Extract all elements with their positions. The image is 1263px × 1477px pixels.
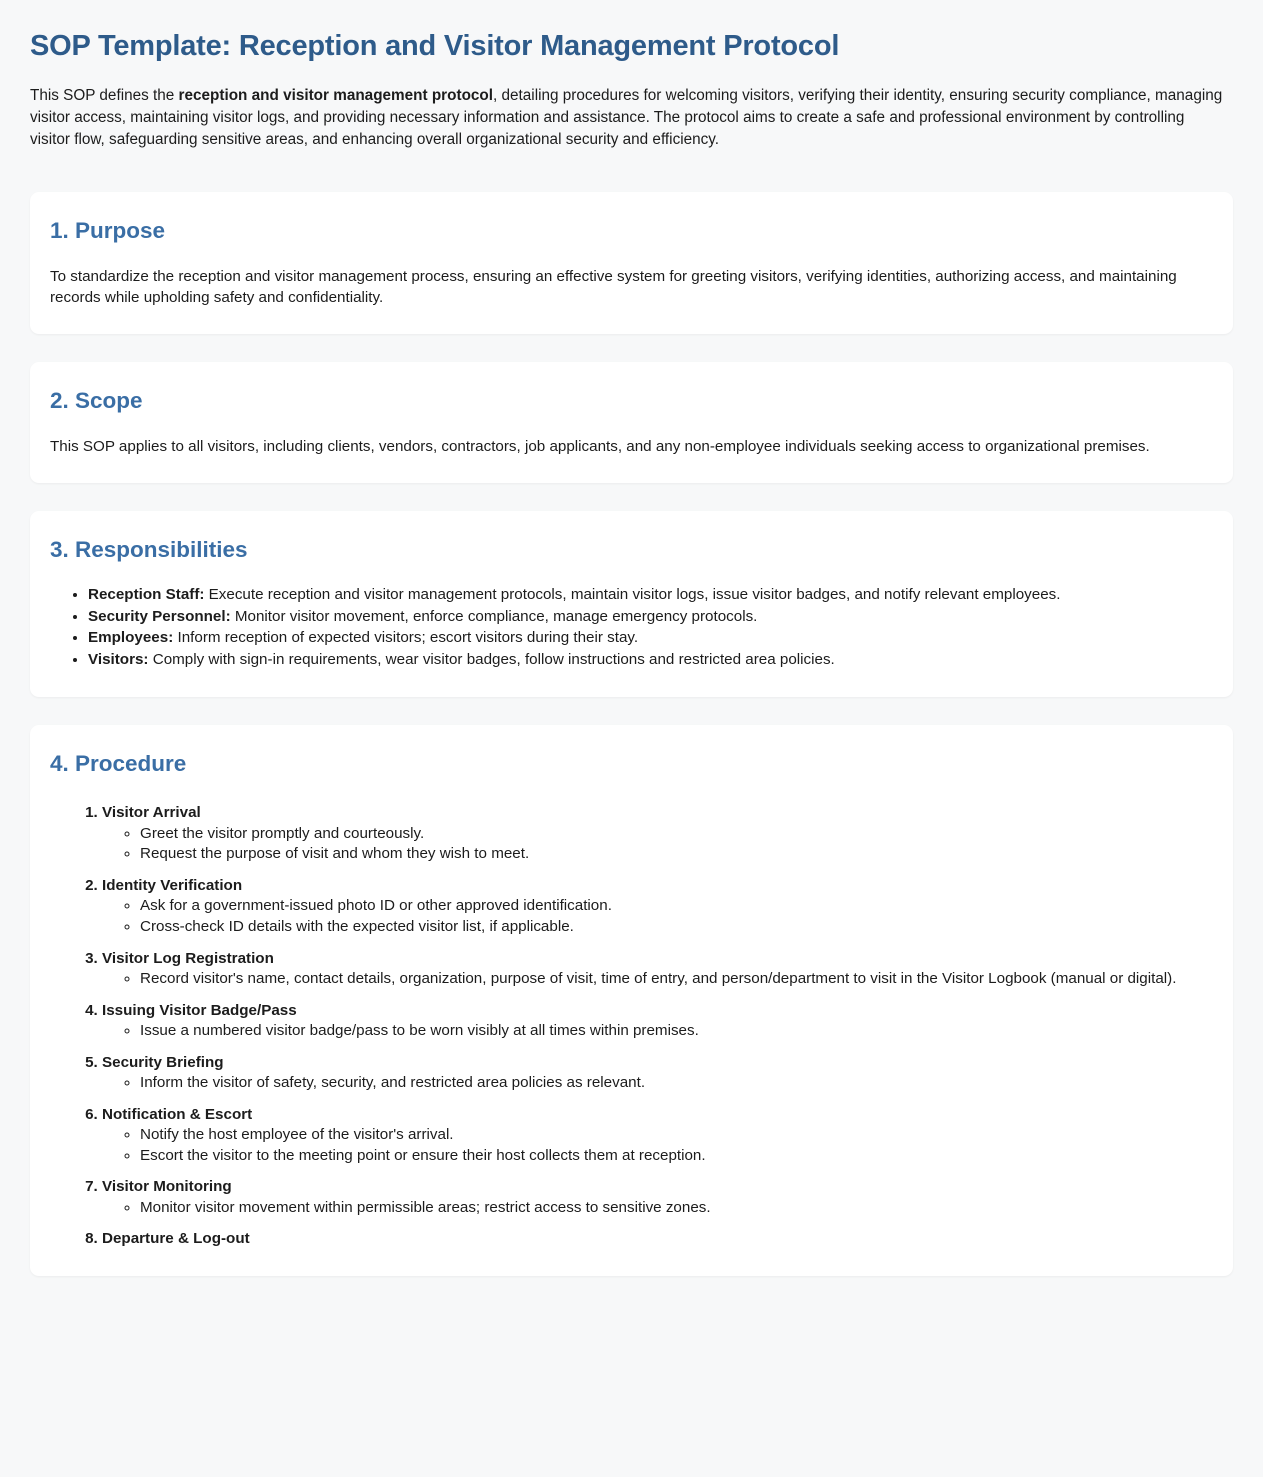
procedure-list xyxy=(50,803,1213,1249)
section-procedure-heading: 4. Procedure xyxy=(50,751,187,777)
list-item: ◦ Escort the visitor to the meeting point or ensure their host collects them at reception. xyxy=(140,1146,1213,1167)
list-item: ◦ Record visitor's name, contact details, organization, purpose of visit, time of entry, and person/department to visit in the Visitor Logbook (manual or digital). xyxy=(140,969,1213,990)
procedure-sub-list xyxy=(102,824,1213,865)
intro-text-emphasis: reception and visitor management protocol xyxy=(178,87,494,104)
list-item xyxy=(88,628,1213,649)
responsibility-text: Execute reception and visitor management protocols, maintain visitor logs, issue visitor badges, and notify relevant employees. xyxy=(204,586,1061,604)
section-scope-text: This SOP applies to all visitors, including clients, vendors, contractors, job applicants, and any non-employee individuals seeking access to organizational premises. xyxy=(50,438,1150,456)
list-item xyxy=(102,1001,1213,1042)
procedure-sub-list xyxy=(102,1125,1213,1166)
procedure-step-title: Visitor Monitoring xyxy=(102,1178,232,1196)
responsibility-role: Security Personnel: xyxy=(88,607,231,625)
list-item xyxy=(102,1053,1213,1094)
list-item: ◦ Ask for a government-issued photo ID or other approved identification. xyxy=(140,896,1213,917)
procedure-step-title: Notification & Escort xyxy=(102,1105,253,1123)
list-item xyxy=(102,876,1213,938)
procedure-step-title: Issuing Visitor Badge/Pass xyxy=(102,1001,297,1019)
list-item xyxy=(88,607,1213,628)
list-item xyxy=(102,1229,1213,1250)
list-item: ◦ Inform the visitor of safety, security, and restricted area policies as relevant. xyxy=(140,1073,1213,1094)
section-scope-heading: 2. Scope xyxy=(50,388,143,414)
intro-text-part1: This SOP defines the xyxy=(30,87,179,104)
section-responsibilities xyxy=(30,511,1233,697)
list-item: ◦ Request the purpose of visit and whom they wish to meet. xyxy=(140,844,1213,865)
procedure-step-title: Departure & Log-out xyxy=(102,1230,250,1248)
list-item xyxy=(88,585,1213,606)
list-item xyxy=(102,1105,1213,1167)
procedure-sub-list xyxy=(102,896,1213,937)
section-purpose-text: To standardize the reception and visitor management process, ensuring an effective system for greeting visitors, verifying identities, authorizing access, and maintaining records while upholding safety and confidentiality. xyxy=(50,267,1177,306)
section-responsibilities-heading: 3. Responsibilities xyxy=(50,537,248,563)
procedure-step-title: Visitor Arrival xyxy=(102,804,201,822)
section-purpose-heading: 1. Purpose xyxy=(50,217,166,243)
responsibility-role: Employees: xyxy=(88,629,174,647)
list-item xyxy=(102,803,1213,865)
list-item: ◦ Notify the host employee of the visitor's arrival. xyxy=(140,1125,1213,1146)
document-intro xyxy=(0,0,1263,178)
list-item xyxy=(102,949,1213,990)
responsibility-text: Monitor visitor movement, enforce compliance, manage emergency protocols. xyxy=(230,607,758,625)
responsibility-role: Visitors: xyxy=(88,650,149,668)
page-title: SOP Template: Reception and Visitor Management Protocol xyxy=(30,30,840,62)
list-item: ◦ Greet the visitor promptly and courteously. xyxy=(140,824,1213,845)
procedure-step-title: Identity Verification xyxy=(102,876,243,894)
procedure-sub-list xyxy=(102,969,1213,990)
responsibility-text: Inform reception of expected visitors; escort visitors during their stay. xyxy=(173,629,639,647)
list-item xyxy=(102,1177,1213,1218)
procedure-sub-list xyxy=(102,1073,1213,1094)
list-item: ◦ Monitor visitor movement within permissible areas; restrict access to sensitive zones. xyxy=(140,1198,1213,1219)
page-bottom-spacer xyxy=(0,1300,1263,1477)
procedure-step-title: Security Briefing xyxy=(102,1053,224,1071)
procedure-step-title: Visitor Log Registration xyxy=(102,949,274,967)
responsibility-text: Comply with sign-in requirements, wear visitor badges, follow instructions and restricted area policies. xyxy=(148,650,835,668)
list-item: ◦ Issue a numbered visitor badge/pass to be worn visibly at all times within premises. xyxy=(140,1021,1213,1042)
intro-paragraph xyxy=(30,85,1225,152)
procedure-sub-list xyxy=(102,1021,1213,1042)
section-procedure xyxy=(30,725,1233,1275)
responsibility-role: Reception Staff: xyxy=(88,586,205,604)
responsibilities-list xyxy=(50,585,1213,670)
procedure-sub-list xyxy=(102,1198,1213,1219)
list-item xyxy=(88,650,1213,671)
list-item: ◦ Cross-check ID details with the expected visitor list, if applicable. xyxy=(140,917,1213,938)
section-purpose xyxy=(30,192,1233,335)
section-scope xyxy=(30,362,1233,483)
intro-text-part2: , detailing procedures for welcoming visitors, verifying their identity, ensuring security compliance, managing visitor access, maintaining visitor logs, and providing necessary information and assistance. The protocol aims to create a safe and professional environment by controlling visitor flow, safeguarding sensitive areas, and enhancing overall organizational security and efficiency. xyxy=(30,87,1223,149)
